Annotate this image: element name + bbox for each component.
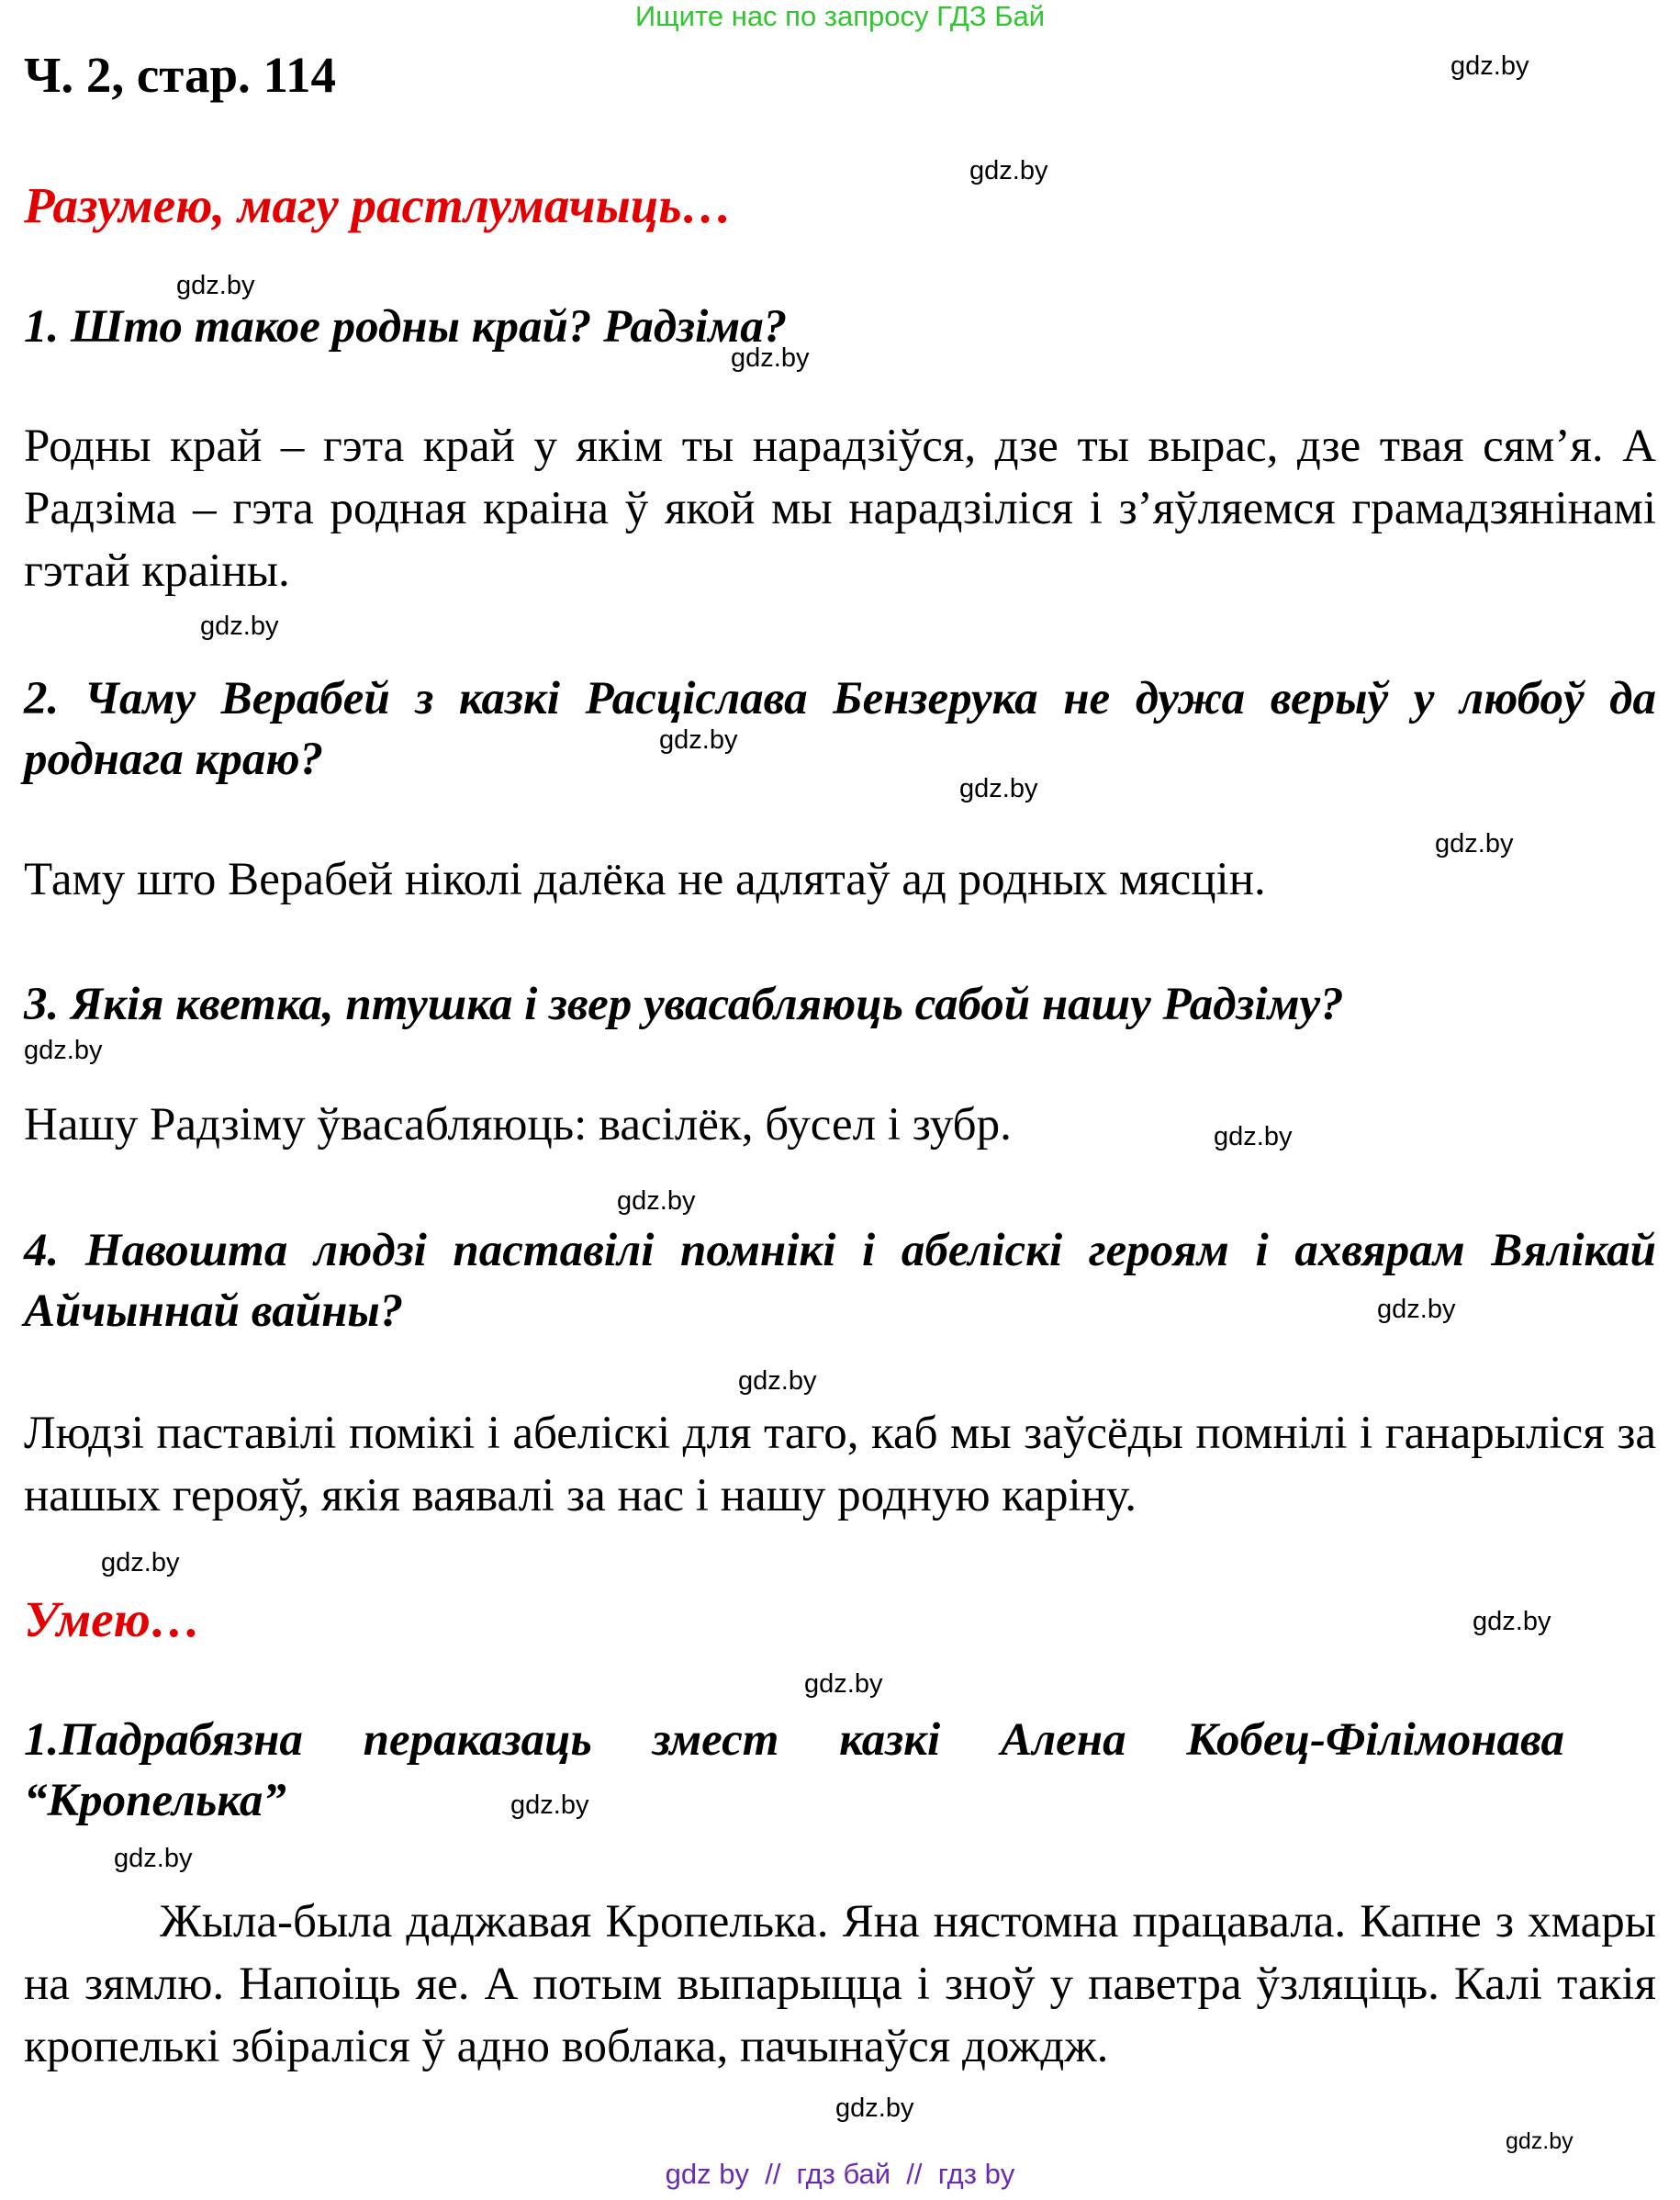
watermark: gdz.by (101, 1548, 180, 1577)
skills-question-1: 1.Падрабязна пераказаць змест казкі Алена Кобец-Філімонава “Кропелька” (24, 1714, 1564, 1826)
section-heading-understand: Разумею, магу растлумачыць… (24, 177, 733, 233)
watermark: gdz.by (659, 725, 738, 755)
watermark: gdz.by (835, 2093, 914, 2123)
footer-links[interactable]: gdz by // гдз бай // гдз by (665, 2158, 1015, 2190)
watermark: gdz.by (969, 156, 1048, 185)
watermark: gdz.by (200, 612, 279, 641)
watermark: gdz.by (731, 343, 810, 373)
watermark: gdz.by (1506, 2128, 1574, 2154)
watermark: gdz.by (959, 774, 1038, 803)
question-1: 1. Што такое родны край? Радзіма? (24, 301, 788, 353)
answer-3: Нашу Радзіму ўвасабляюць: васілёк, бусел і зубр. (24, 1099, 1012, 1151)
section-heading-skills: Умею… (24, 1591, 201, 1647)
question-3: 3. Якія кветка, птушка і звер увасабляюць сабой нашу Радзіму? (24, 979, 1344, 1030)
watermark: gdz.by (114, 1844, 193, 1873)
question-4: 4. Навошта людзі паставілі помнікі і абеліскі героям і ахвярам Вялікай Айчыннай вайны? (24, 1225, 1656, 1337)
watermark: gdz.by (1473, 1607, 1551, 1636)
watermark: gdz.by (176, 271, 255, 300)
watermark: gdz.by (1214, 1122, 1293, 1151)
page-title: Ч. 2, стар. 114 (24, 47, 337, 103)
question-2: 2. Чаму Верабей з казкі Расціслава Бензерука не дужа верыў у любоў да роднага краю? (24, 673, 1656, 785)
watermark: gdz.by (617, 1186, 696, 1216)
answer-1: Родны край – гэта край у якім ты нарадзіўся, дзе ты вырас, дзе твая сям’я. А Радзіма – гэта родная краіна ў якой мы нарадзіліся і з’яўляемся грамадзянінамі гэтай краіны. (24, 421, 1656, 597)
watermark: gdz.by (738, 1366, 817, 1396)
watermark: gdz.by (1435, 829, 1514, 859)
skills-answer-1: Жыла-была даджавая Кропелька. Яна нястомна працавала. Капне з хмары на зямлю. Напоіць яе. А потым выпарыцца і зноў у паветра ўзляціць. Калі такія кропелькі збіраліся ў адно воблака, пачынаўся дождж. (24, 1896, 1656, 2072)
answer-2: Таму што Верабей ніколі далёка не адлятаў ад родных мясцін. (24, 854, 1266, 905)
watermark: gdz.by (1450, 51, 1529, 81)
watermark: gdz.by (1377, 1295, 1456, 1324)
watermark: gdz.by (804, 1669, 883, 1699)
answer-4: Людзі паставілі помікі і абеліскі для таго, каб мы заўсёды помнілі і ганарыліся за нашых герояў, якія ваявалі за нас і нашу родную каріну. (24, 1408, 1656, 1521)
watermark: gdz.by (510, 1790, 589, 1820)
search-banner[interactable]: Ищите нас по запросу ГДЗ Бай (634, 0, 1046, 32)
watermark: gdz.by (24, 1036, 103, 1065)
